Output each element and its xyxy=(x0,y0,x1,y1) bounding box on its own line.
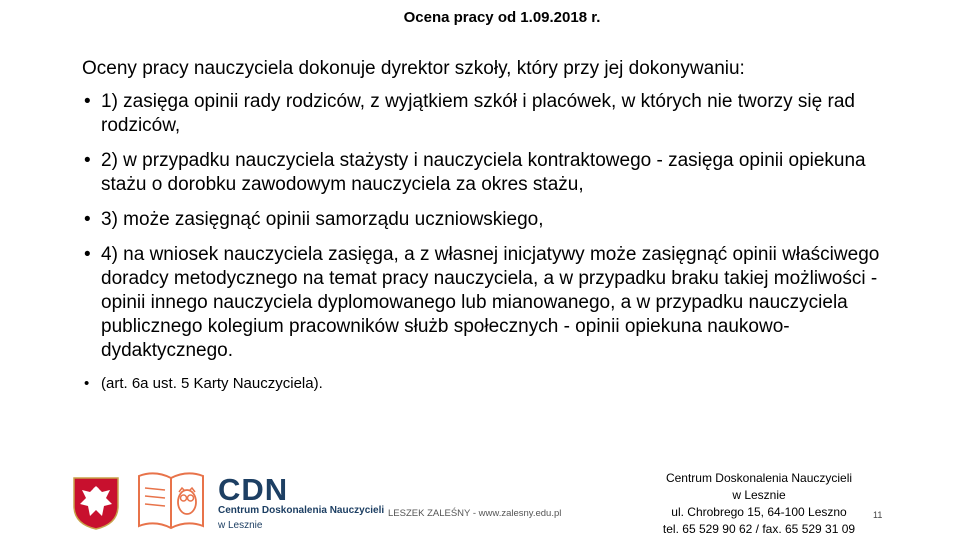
address-line: tel. 65 529 90 62 / fax. 65 529 31 09 xyxy=(662,522,856,536)
list-item-text: 3) może zasięgnąć opinii samorządu uczniowskiego, xyxy=(101,209,544,230)
author-credit: LESZEK ZALEŚNY - www.zalesny.edu.pl xyxy=(388,508,562,519)
list-item xyxy=(82,90,882,138)
bullet-glyph: • xyxy=(84,91,91,112)
bullet-glyph: • xyxy=(84,150,91,171)
citation-item xyxy=(82,374,882,394)
address-line: w Lesznie xyxy=(732,488,786,502)
bullet-glyph: • xyxy=(84,375,90,392)
address-block xyxy=(640,470,878,538)
list-item-text: 4) na wniosek nauczyciela zasięga, a z własnej inicjatywy może zasięgnąć opinii właściwego doradcy metodycznego na temat pracy nauczyciela, a w przypadku braku takiej możliwości - opinii innego nauczyciela dyplomowanego lub mianowanego, a w przypadku nauczyciela publicznego kolegium pracowników służb społecznych - opinii opiekuna naukowo-dydaktycznego. xyxy=(101,244,880,361)
logo-subtitle-city: w Lesznie xyxy=(218,520,263,531)
slide-title: Ocena pracy od 1.09.2018 r. xyxy=(403,9,601,26)
list-item xyxy=(82,149,882,197)
list-item xyxy=(82,243,882,363)
bullet-glyph: • xyxy=(84,209,91,230)
logo-wordmark: CDN xyxy=(218,472,289,507)
address-line: ul. Chrobrego 15, 64-100 Leszno xyxy=(671,505,847,519)
citation-text: (art. 6a ust. 5 Karty Nauczyciela). xyxy=(101,375,323,392)
open-book-owl-icon xyxy=(135,466,207,534)
logo-subtitle-bold: Centrum Doskonalenia Nauczycieli xyxy=(218,505,385,516)
list-item-text: 1) zasięga opinii rady rodziców, z wyjątkiem szkół i placówek, w których nie tworzy się rad rodziców, xyxy=(101,91,855,136)
logo-subtitle xyxy=(218,505,384,516)
coat-of-arms-icon xyxy=(72,476,120,530)
list-item xyxy=(82,208,882,232)
bullet-list xyxy=(82,90,882,405)
page-number: 11 xyxy=(873,510,883,520)
list-item-text: 2) w przypadku nauczyciela stażysty i nauczyciela kontraktowego - zasięga opinii opiekuna stażu o dorobku zawodowym nauczyciela za okres stażu, xyxy=(101,150,866,195)
bullet-glyph: • xyxy=(84,244,91,265)
address-line: Centrum Doskonalenia Nauczycieli xyxy=(665,471,853,485)
intro-text: Oceny pracy nauczyciela dokonuje dyrektor szkoły, który przy jej dokonywaniu: xyxy=(82,58,745,79)
